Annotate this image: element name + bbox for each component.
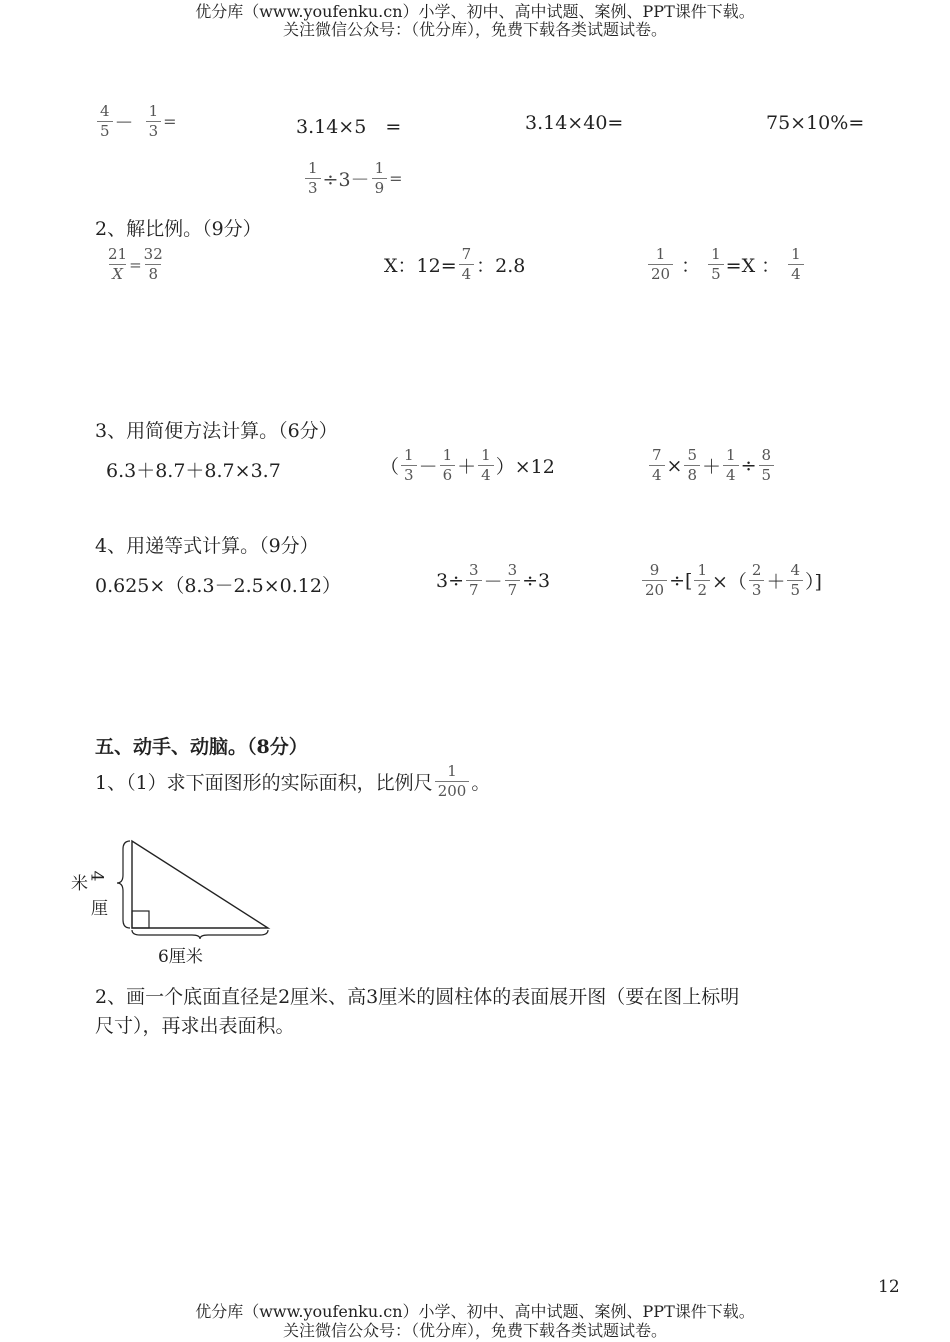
height-label-unit-1: 米 xyxy=(71,874,88,894)
fraction: $\frac{21}{X}$ xyxy=(108,245,128,283)
height-brace xyxy=(117,841,130,928)
operator: ÷ xyxy=(740,454,757,477)
fraction: $\frac{32}{8}$ xyxy=(143,245,163,283)
sec5-title: 五、动手、动脑。（8分） xyxy=(95,736,308,758)
fraction: $\frac{1}{6}$ xyxy=(440,446,456,485)
operator: ×（ xyxy=(711,571,747,593)
triangle-shape xyxy=(132,841,268,928)
fraction: $\frac{1}{3}$ xyxy=(401,446,417,485)
fraction: $\frac{1}{3}$ xyxy=(305,159,321,198)
question-text: 1、（1）求下面图形的实际面积，比例尺 xyxy=(95,772,433,794)
sec4-eq-3 xyxy=(640,561,822,600)
text: ：2.8 xyxy=(476,255,526,277)
sec3-eq-1: 6.3＋8.7＋8.7×3.7 xyxy=(106,460,281,482)
fraction: $\frac{8}{5}$ xyxy=(759,446,775,485)
base-brace xyxy=(132,930,268,939)
text: =X ： xyxy=(725,255,781,277)
calc-3: 3.14×40= xyxy=(525,112,624,134)
footer-line-2: 关注微信公众号：（优分库），免费下载各类试题试卷。 xyxy=(282,1321,667,1340)
right-angle-mark xyxy=(132,911,149,928)
sec2-eq-2 xyxy=(384,245,525,284)
page-number: 12 xyxy=(878,1277,900,1297)
sec2-eq-1 xyxy=(106,245,165,284)
sec2-title: 2、解比例。（9分） xyxy=(95,218,262,240)
fraction: $\frac{4}{5}$ xyxy=(787,561,803,600)
fraction: $\frac{7}{4}$ xyxy=(459,245,475,284)
fraction: $\frac{1}{5}$ xyxy=(708,245,724,284)
fraction: $\frac{3}{7}$ xyxy=(505,561,521,600)
calc-5 xyxy=(303,159,403,198)
fraction: $\frac{1}{4}$ xyxy=(478,446,494,485)
text: 。 xyxy=(471,772,491,794)
paren: （ xyxy=(380,456,400,478)
base-label: 6厘米 xyxy=(158,947,203,967)
paren: ）×12 xyxy=(495,456,555,478)
fraction: $\frac{2}{3}$ xyxy=(749,561,765,600)
fraction: $\frac{9}{20}$ xyxy=(642,561,667,600)
operator: ÷3－ xyxy=(322,169,370,191)
operator: ＋ xyxy=(766,571,786,593)
sec3-eq-2 xyxy=(380,446,555,485)
header-line-2: 关注微信公众号：（优分库），免费下载各类试题试卷。 xyxy=(282,20,667,39)
calc-2: 3.14×5 = xyxy=(296,116,402,138)
sec5-q1 xyxy=(95,762,490,801)
text: 3÷ xyxy=(436,569,465,592)
sec5-q2-line-1: 2、画一个底面直径是2厘米、高3厘米的圆柱体的表面展开图（要在图上标明 xyxy=(95,986,740,1008)
colon: ： xyxy=(681,255,701,277)
calc-1 xyxy=(95,102,177,141)
equals: = xyxy=(389,169,403,188)
operator: × xyxy=(666,454,683,477)
footer-line-1: 优分库（www.youfenku.cn）小学、初中、高中试题、案例、PPT课件下载。 xyxy=(195,1302,755,1321)
fraction: $\frac{1}{3}$ xyxy=(146,102,162,141)
fraction: $\frac{3}{7}$ xyxy=(466,561,482,600)
operator: － xyxy=(418,456,438,478)
sec3-title: 3、用简便方法计算。（6分） xyxy=(95,420,338,442)
operator: ＋ xyxy=(702,456,722,478)
sec4-eq-2 xyxy=(436,561,550,600)
fraction: $\frac{1}{4}$ xyxy=(723,446,739,485)
operator: － xyxy=(114,112,134,134)
operator: ＋ xyxy=(457,456,477,478)
sec5-q2-line-2: 尺寸），再求出表面积。 xyxy=(95,1015,295,1037)
fraction: $\frac{7}{4}$ xyxy=(649,446,665,485)
equals: = xyxy=(163,112,177,131)
height-label-unit-2: 厘 xyxy=(91,899,108,919)
sec4-eq-1: 0.625×（8.3－2.5×0.12） xyxy=(95,575,341,597)
sec3-eq-3 xyxy=(647,446,776,485)
sec2-eq-3 xyxy=(646,245,806,284)
fraction: $\frac{1}{2}$ xyxy=(694,561,710,600)
fraction: $\frac{1}{200}$ xyxy=(435,762,470,801)
fraction: $\frac{1}{9}$ xyxy=(372,159,388,198)
right-triangle-figure xyxy=(110,835,280,940)
bracket: ）] xyxy=(805,571,822,593)
operator: ÷[ xyxy=(669,569,693,592)
sec4-title: 4、用递等式计算。（9分） xyxy=(95,535,319,557)
text: X：12= xyxy=(384,255,457,277)
height-label-num: 4 xyxy=(86,870,107,882)
fraction: $\frac{5}{8}$ xyxy=(684,446,700,485)
fraction: $\frac{4}{5}$ xyxy=(97,102,113,141)
header-line-1: 优分库（www.youfenku.cn）小学、初中、高中试题、案例、PPT课件下载。 xyxy=(195,2,755,21)
text: ÷3 xyxy=(522,569,551,592)
calc-4: 75×10%= xyxy=(766,112,865,134)
operator: － xyxy=(483,571,503,593)
fraction: $\frac{1}{4}$ xyxy=(788,245,804,284)
equals: = xyxy=(129,255,142,274)
fraction: $\frac{1}{20}$ xyxy=(648,245,673,284)
